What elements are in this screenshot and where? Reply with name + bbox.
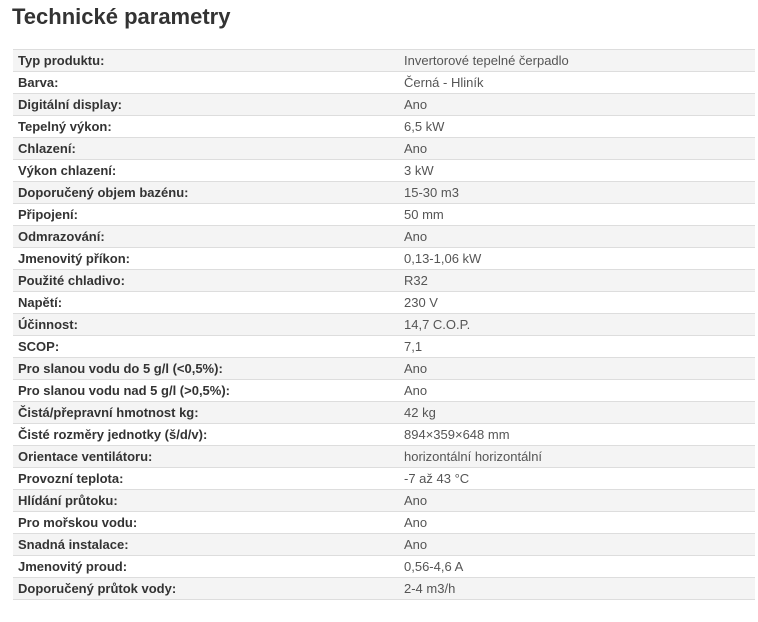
- parameter-value: Ano: [399, 138, 755, 160]
- parameter-value: Ano: [399, 490, 755, 512]
- parameter-label: Hlídání průtoku:: [13, 490, 399, 512]
- parameter-value: 7,1: [399, 336, 755, 358]
- parameter-value: Ano: [399, 358, 755, 380]
- parameter-value: Ano: [399, 534, 755, 556]
- table-row: [13, 336, 755, 358]
- parameters-table: [13, 49, 755, 600]
- table-row: [13, 358, 755, 380]
- parameter-value: 6,5 kW: [399, 116, 755, 138]
- table-row: [13, 534, 755, 556]
- parameter-label: Pro mořskou vodu:: [13, 512, 399, 534]
- parameter-value: 15-30 m3: [399, 182, 755, 204]
- parameter-value: 3 kW: [399, 160, 755, 182]
- parameter-label: Orientace ventilátoru:: [13, 446, 399, 468]
- parameter-label: Barva:: [13, 72, 399, 94]
- table-row: [13, 314, 755, 336]
- table-row: [13, 116, 755, 138]
- parameters-table-body: [13, 50, 755, 600]
- table-row: [13, 556, 755, 578]
- parameter-label: Digitální display:: [13, 94, 399, 116]
- table-row: [13, 424, 755, 446]
- parameter-value: 50 mm: [399, 204, 755, 226]
- parameter-value: Invertorové tepelné čerpadlo: [399, 50, 755, 72]
- parameter-label: Čisté rozměry jednotky (š/d/v):: [13, 424, 399, 446]
- table-row: [13, 402, 755, 424]
- table-row: [13, 160, 755, 182]
- parameter-value: 0,13-1,06 kW: [399, 248, 755, 270]
- table-row: [13, 72, 755, 94]
- table-row: [13, 248, 755, 270]
- table-row: [13, 292, 755, 314]
- page-title: Technické parametry: [12, 4, 231, 29]
- table-row: [13, 204, 755, 226]
- table-row: [13, 138, 755, 160]
- table-row: [13, 468, 755, 490]
- parameter-value: 230 V: [399, 292, 755, 314]
- parameter-label: Doporučený objem bazénu:: [13, 182, 399, 204]
- table-row: [13, 270, 755, 292]
- parameter-value: Ano: [399, 94, 755, 116]
- table-row: [13, 94, 755, 116]
- parameter-label: Napětí:: [13, 292, 399, 314]
- parameter-label: Odmrazování:: [13, 226, 399, 248]
- table-row: [13, 182, 755, 204]
- parameter-label: Jmenovitý příkon:: [13, 248, 399, 270]
- table-row: [13, 50, 755, 72]
- parameter-label: SCOP:: [13, 336, 399, 358]
- parameter-value: Ano: [399, 512, 755, 534]
- parameter-value: Ano: [399, 226, 755, 248]
- parameter-label: Snadná instalace:: [13, 534, 399, 556]
- parameter-value: R32: [399, 270, 755, 292]
- parameter-label: Pro slanou vodu nad 5 g/l (>0,5%):: [13, 380, 399, 402]
- parameter-label: Provozní teplota:: [13, 468, 399, 490]
- parameter-value: horizontální horizontální: [399, 446, 755, 468]
- parameter-label: Jmenovitý proud:: [13, 556, 399, 578]
- parameter-label: Tepelný výkon:: [13, 116, 399, 138]
- parameter-value: Černá - Hliník: [399, 72, 755, 94]
- table-row: [13, 380, 755, 402]
- parameter-value: -7 až 43 °C: [399, 468, 755, 490]
- parameter-label: Čistá/přepravní hmotnost kg:: [13, 402, 399, 424]
- parameter-label: Účinnost:: [13, 314, 399, 336]
- table-row: [13, 226, 755, 248]
- parameter-label: Chlazení:: [13, 138, 399, 160]
- table-row: [13, 512, 755, 534]
- table-row: [13, 490, 755, 512]
- table-row: [13, 578, 755, 600]
- parameter-value: 14,7 C.O.P.: [399, 314, 755, 336]
- table-row: [13, 446, 755, 468]
- parameter-label: Pro slanou vodu do 5 g/l (<0,5%):: [13, 358, 399, 380]
- parameter-label: Typ produktu:: [13, 50, 399, 72]
- parameter-value: 894×359×648 mm: [399, 424, 755, 446]
- parameter-value: 0,56-4,6 A: [399, 556, 755, 578]
- parameter-label: Použité chladivo:: [13, 270, 399, 292]
- parameter-value: 42 kg: [399, 402, 755, 424]
- parameter-label: Doporučený průtok vody:: [13, 578, 399, 600]
- parameter-value: Ano: [399, 380, 755, 402]
- parameter-label: Výkon chlazení:: [13, 160, 399, 182]
- parameter-value: 2-4 m3/h: [399, 578, 755, 600]
- parameter-label: Připojení:: [13, 204, 399, 226]
